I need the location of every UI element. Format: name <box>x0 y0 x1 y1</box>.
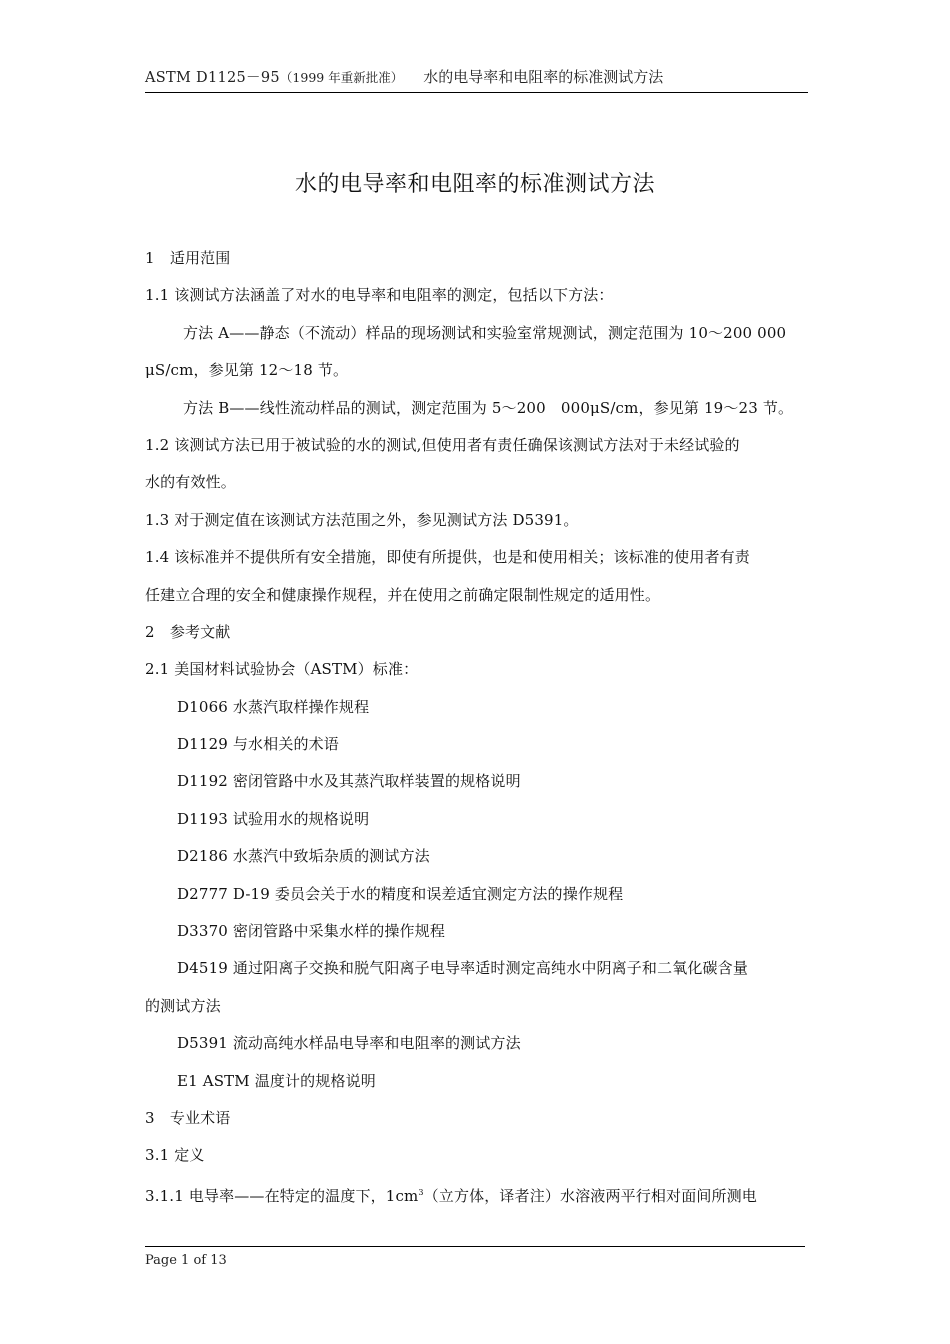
definition-text: 3.1.1 电导率——在特定的温度下，1cm <box>145 1186 419 1205</box>
reference-item-continued: 的测试方法 <box>145 996 221 1015</box>
paragraph-line: 1.2 该测试方法已用于被试验的水的测试,但使用者有责任确保该测试方法对于未经试验的 <box>145 435 740 454</box>
reference-item: D1193 试验用水的规格说明 <box>177 809 370 828</box>
paragraph-line: 3.1 定义 <box>145 1146 205 1165</box>
section-heading: 1 适用范围 <box>145 249 231 267</box>
page-number: Page 1 of 13 <box>145 1253 227 1268</box>
reference-item: D1192 密闭管路中水及其蒸汽取样装置的规格说明 <box>177 772 521 791</box>
reference-item: D4519 通过阳离子交换和脱气阳离子电导率适时测定高纯水中阴离子和二氧化碳含量 <box>177 959 748 978</box>
paragraph-line: 水的有效性。 <box>145 473 236 492</box>
paragraph-line: μS/cm，参见第 12～18 节。 <box>145 361 349 380</box>
paragraph-line: 2.1 美国材料试验协会（ASTM）标准： <box>145 660 419 679</box>
document-title: 水的电导率和电阻率的标准测试方法 <box>294 172 655 197</box>
header-standard: ASTM D1125－95 <box>145 70 280 86</box>
reference-item: D1129 与水相关的术语 <box>177 735 339 754</box>
reference-item: D2777 D-19 委员会关于水的精度和误差适宜测定方法的操作规程 <box>177 884 624 903</box>
paragraph-line: 1.1 该测试方法涵盖了对水的电导率和电阻率的测定，包括以下方法： <box>145 286 614 305</box>
paragraph-line: 方法 B——线性流动样品的测试，测定范围为 5～200 000μS/cm，参见第 19～23 节。 <box>183 398 794 417</box>
superscript: 3 <box>418 1187 424 1197</box>
reference-item: D1066 水蒸汽取样操作规程 <box>177 697 370 716</box>
header-title: 水的电导率和电阻率的标准测试方法 <box>423 68 664 86</box>
section-heading: 3 专业术语 <box>145 1108 231 1127</box>
reference-item: D3370 密闭管路中采集水样的操作规程 <box>177 922 445 941</box>
reference-item: D5391 流动高纯水样品电导率和电阻率的测试方法 <box>177 1034 521 1053</box>
paragraph-line: 1.4 该标准并不提供所有安全措施，即使有所提供，也是和使用相关；该标准的使用者有责 <box>145 548 750 567</box>
header-reapproved: （1999 年重新批准） <box>279 70 404 85</box>
paragraph-line: 任建立合理的安全和健康操作规程，并在使用之前确定限制性规定的适用性。 <box>145 585 661 604</box>
paragraph-line: 1.3 对于测定值在该测试方法范围之外，参见测试方法 D5391。 <box>145 510 579 529</box>
document-body <box>145 248 808 1220</box>
reference-item: D2186 水蒸汽中致垢杂质的测试方法 <box>177 847 430 866</box>
running-header <box>145 66 808 93</box>
definition-line <box>145 1183 808 1220</box>
page-footer <box>145 1246 805 1268</box>
section-heading: 2 参考文献 <box>145 622 231 641</box>
definition-text-cont: （立方体，译者注）水溶液两平行相对面间所测电 <box>423 1186 757 1205</box>
paragraph-line: 方法 A——静态（不流动）样品的现场测试和实验室常规测试，测定范围为 10～200 000 <box>183 323 787 342</box>
reference-item: E1 ASTM 温度计的规格说明 <box>177 1071 376 1090</box>
